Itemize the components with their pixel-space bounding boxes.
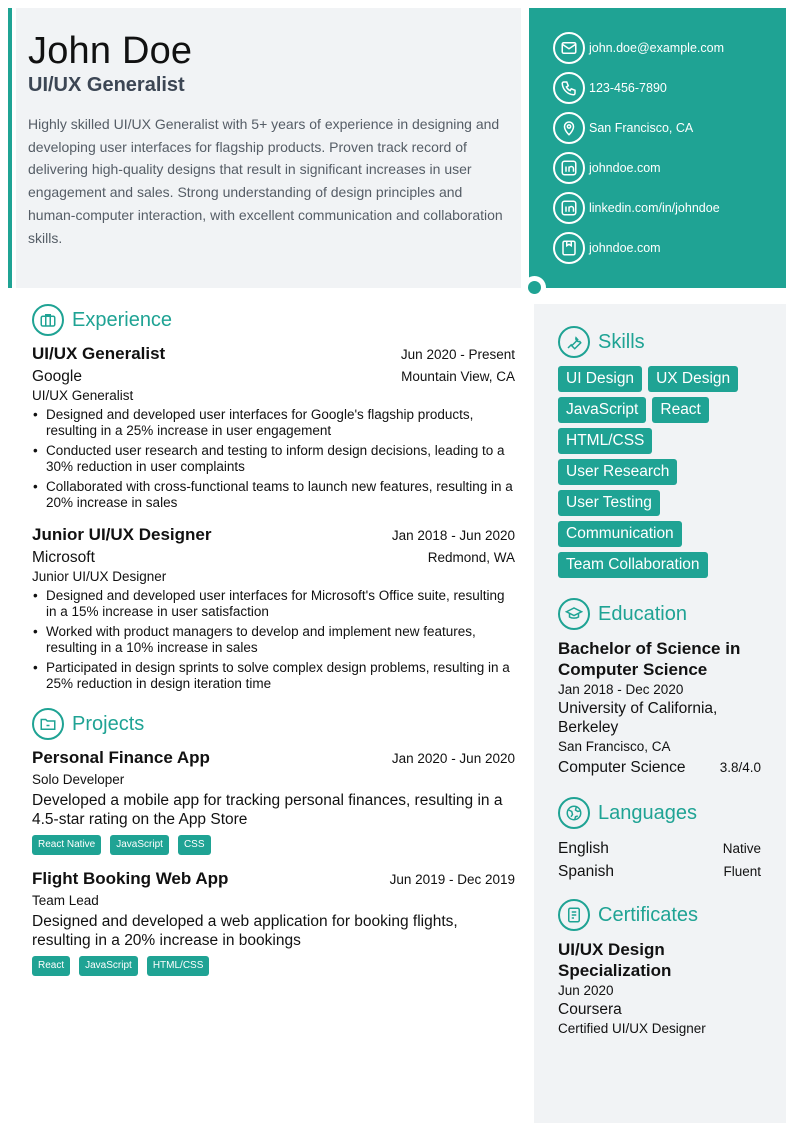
tech-tag: React Native (32, 835, 101, 855)
experience-title: Experience (72, 308, 173, 331)
contact-phone[interactable] (553, 72, 786, 104)
education-location: San Francisco, CA (558, 739, 671, 754)
timeline-dot (528, 281, 541, 294)
contact-website[interactable] (553, 152, 786, 184)
job-location: Redmond, WA (427, 550, 515, 565)
language-row (558, 860, 761, 881)
language-row (558, 837, 761, 858)
contact-portfolio[interactable] (553, 232, 786, 264)
job-subheader (32, 368, 515, 386)
mail-icon (553, 32, 585, 64)
project-description: Designed and developed a web application for booking flights, resulting in a 20% increase in bookings (32, 913, 458, 949)
job-bullet: • Collaborated with cross-functional teams to launch new features, resulting in a 20% increase in sales (32, 479, 515, 511)
certificate-credential: Certified UI/UX Designer (558, 1021, 706, 1036)
contact-portfolio-text: johndoe.com (589, 241, 661, 255)
skill-tag: React (652, 397, 709, 423)
project-header (32, 748, 515, 768)
certificate-issuer: Coursera (558, 1001, 622, 1018)
certificates-heading (558, 899, 762, 931)
contact-email-text: john.doe@example.com (589, 41, 724, 55)
skills-section (558, 326, 762, 578)
skill-tag: UX Design (648, 366, 738, 392)
job-header (32, 344, 515, 364)
job-entry (32, 344, 515, 511)
education-heading (558, 598, 762, 630)
briefcase-icon (32, 304, 64, 336)
language-name: Spanish (558, 863, 615, 880)
education-field: Computer Science (558, 759, 686, 776)
certificate-date: Jun 2020 (558, 983, 614, 998)
job-dates: Jun 2020 - Present (400, 347, 515, 362)
job-entry (32, 525, 515, 692)
contact-linkedin[interactable] (553, 192, 786, 224)
job-title: Junior UI/UX Designer (32, 525, 212, 544)
project-role: Solo Developer (32, 772, 125, 787)
languages-title: Languages (598, 801, 697, 824)
language-name: English (558, 840, 609, 857)
job-bullet: • Conducted user research and testing to inform design decisions, leading to a 30% reduction in user complaints (32, 443, 515, 475)
tech-tag: React (32, 956, 70, 976)
location-pin-icon (553, 112, 585, 144)
education-gpa: 3.8/4.0 (719, 760, 761, 775)
job-title: UI/UX Generalist (32, 344, 166, 363)
job-bullet: • Worked with product managers to develop and implement new features, resulting in a 10% increase in sales (32, 624, 515, 656)
project-header (32, 869, 515, 889)
job-bullet: • Designed and developed user interfaces for Microsoft's Office suite, resulting in a 15% increase in user satisfaction (32, 588, 515, 620)
linkedin-icon (553, 192, 585, 224)
project-dates: Jan 2020 - Jun 2020 (391, 751, 515, 766)
project-name: Flight Booking Web App (32, 869, 229, 888)
skill-tag: User Research (558, 459, 677, 485)
experience-section (32, 304, 515, 692)
candidate-name: John Doe (28, 30, 193, 72)
job-bullet: • Participated in design sprints to solve complex design problems, resulting in a 25% reduction in design iteration time (32, 660, 515, 692)
language-level: Fluent (723, 864, 761, 879)
skill-tag: User Testing (558, 490, 660, 516)
project-name: Personal Finance App (32, 748, 210, 767)
job-subheader (32, 549, 515, 567)
project-description: Developed a mobile app for tracking personal finances, resulting in a 4.5-star rating on the App Store (32, 792, 503, 828)
profile-summary: Highly skilled UI/UX Generalist with 5+ years of experience in designing and developing user interfaces for flagship products. Proven track record of delivering high-quality designs that result in significant increases in user engagement and sales. Strong understanding of design principles and human-computer interaction, with excellent communication and collaboration skills. (28, 116, 503, 246)
skill-tag: UI Design (558, 366, 642, 392)
job-bullets (32, 588, 515, 692)
contact-location (553, 112, 786, 144)
project-role: Team Lead (32, 893, 99, 908)
phone-icon (553, 72, 585, 104)
languages-section (558, 797, 762, 881)
job-bullet: • Designed and developed user interfaces for Google's flagship products, resulting in a 25% increase in user engagement (32, 407, 515, 439)
education-section (558, 598, 762, 777)
certificates-section (558, 899, 762, 1036)
header-summary-panel (16, 8, 521, 288)
certificates-title: Certificates (598, 903, 699, 926)
skills-heading (558, 326, 762, 358)
tech-tag: HTML/CSS (147, 956, 210, 976)
linkedin-icon (553, 152, 585, 184)
contact-website-text: johndoe.com (589, 161, 661, 175)
language-level: Native (722, 841, 761, 856)
job-location: Mountain View, CA (401, 369, 515, 384)
languages-heading (558, 797, 762, 829)
candidate-title: UI/UX Generalist (28, 74, 185, 96)
job-role: Junior UI/UX Designer (32, 569, 167, 584)
header-accent-bar (8, 8, 12, 288)
job-company: Google (32, 368, 82, 385)
contact-panel (529, 8, 786, 288)
job-dates: Jan 2018 - Jun 2020 (391, 528, 515, 543)
contact-linkedin-text: linkedin.com/in/johndoe (589, 201, 720, 215)
globe-icon (558, 797, 590, 829)
job-role: UI/UX Generalist (32, 388, 134, 403)
projects-section (32, 708, 515, 976)
skills-title: Skills (598, 330, 645, 353)
main-column (32, 304, 515, 976)
tech-tag: CSS (178, 835, 211, 855)
projects-title: Projects (72, 712, 145, 735)
experience-heading (32, 304, 515, 336)
education-field-row (558, 756, 761, 777)
certificate-name: UI/UX Design Specialization (558, 940, 672, 980)
portfolio-icon (553, 232, 585, 264)
skill-tag: Team Collaboration (558, 552, 708, 578)
tech-tag: JavaScript (79, 956, 138, 976)
job-header (32, 525, 515, 545)
projects-heading (32, 708, 515, 740)
project-entry (32, 869, 515, 976)
skill-tag: Communication (558, 521, 682, 547)
education-degree: Bachelor of Science in Computer Science (558, 639, 741, 679)
certificate-icon (558, 899, 590, 931)
folder-icon (32, 708, 64, 740)
graduation-cap-icon (558, 598, 590, 630)
contact-location-text: San Francisco, CA (589, 121, 694, 135)
tech-tag: JavaScript (110, 835, 169, 855)
sidebar (534, 304, 786, 1123)
skill-tag: JavaScript (558, 397, 646, 423)
education-school: University of California, Berkeley (558, 700, 718, 736)
skills-list (558, 366, 768, 578)
skill-tag: HTML/CSS (558, 428, 652, 454)
job-company: Microsoft (32, 549, 95, 566)
contact-email[interactable] (553, 32, 786, 64)
education-dates: Jan 2018 - Dec 2020 (558, 682, 684, 697)
job-bullets (32, 407, 515, 511)
project-tags (32, 835, 515, 855)
contact-phone-text: 123-456-7890 (589, 81, 667, 95)
project-entry (32, 748, 515, 855)
education-title: Education (598, 602, 687, 625)
wrench-icon (558, 326, 590, 358)
project-dates: Jun 2019 - Dec 2019 (389, 872, 515, 887)
project-tags (32, 956, 515, 976)
